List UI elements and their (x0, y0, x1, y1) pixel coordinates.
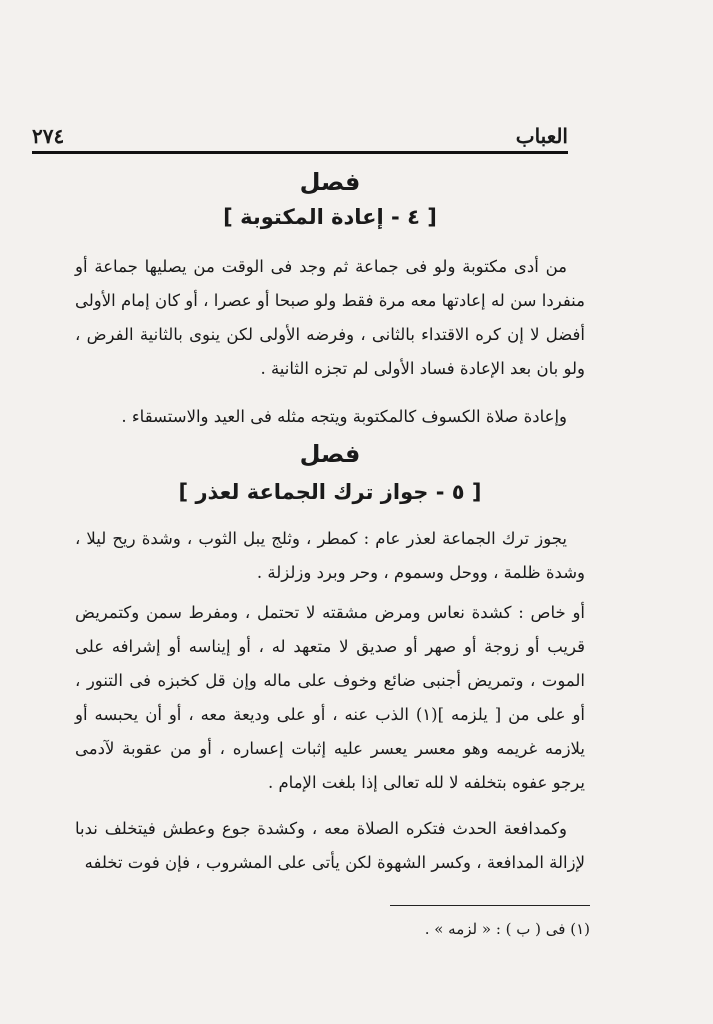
paragraph: وكمدافعة الحدث فتكره الصلاة معه ، وكشدة جوع وعطش فيتخلف ندبا لإزالة المدافعة ، وكسر الشهوة لكن يأتى على المشروب ، فإن فوت تخلفه (75, 819, 585, 872)
section-heading: فصل (299, 168, 361, 196)
running-title: العباب (515, 124, 568, 148)
page-number: ٢٧٤ (32, 124, 65, 148)
paragraph: من أدى مكتوبة ولو فى جماعة ثم وجد فى الوقت من يصليها جماعة أو منفردا سن له إعادتها معه مرة فقط ولو صبحا أو عصرا ، أو كان إمام الأولى أفضل لا إن كره الاقتداء بالثانى ، وفرضه الأولى لكن ينوى بالثانية الفرض ، ولو بان بعد الإعادة فساد الأولى لم تجزه الثانية . (75, 257, 585, 378)
paragraph: وإعادة صلاة الكسوف كالمكتوبة ويتجه مثله فى العيد والاستسقاء . (121, 407, 567, 426)
paragraph: أو خاص : كشدة نعاس ومرض مشقته لا تحتمل ، ومفرط سمن وكتمريض قريب أو زوجة أو صهر أو صديق لا متعهد له ، أو إيناسه أو إشرافه على الموت ، وتمريض أجنبى ضائع وخوف على ماله وإن قل كخبزه فى التنور ، أو على من [ يلزمه ](١) الذب عنه ، أو على وديعة معه ، أو أن يحبسه أو يلازمه غريمه وهو معسر يعسر عليه إثبات إعساره ، أو من عقوبة لآدمى يرجو عفوه بتخلفه لا لله تعالى إذا بلغت الإمام . (75, 603, 585, 792)
page-header (32, 120, 568, 150)
paragraph: يجوز ترك الجماعة لعذر عام : كمطر ، وثلج يبل الثوب ، وشدة ريح ليلا ، وشدة ظلمة ، ووحل وسموم ، وحر وبرد وزلزلة . (75, 529, 585, 582)
section-heading: فصل (299, 440, 361, 468)
section-subheading: [ ٤ - إعادة المكتوبة ] (223, 205, 437, 229)
footnote-rule (390, 905, 590, 906)
footnote: (١) فى ( ب ) : « لزمه » . (424, 920, 590, 938)
header-rule (32, 151, 568, 154)
section-subheading: [ ٥ - جواز ترك الجماعة لعذر ] (178, 480, 482, 504)
